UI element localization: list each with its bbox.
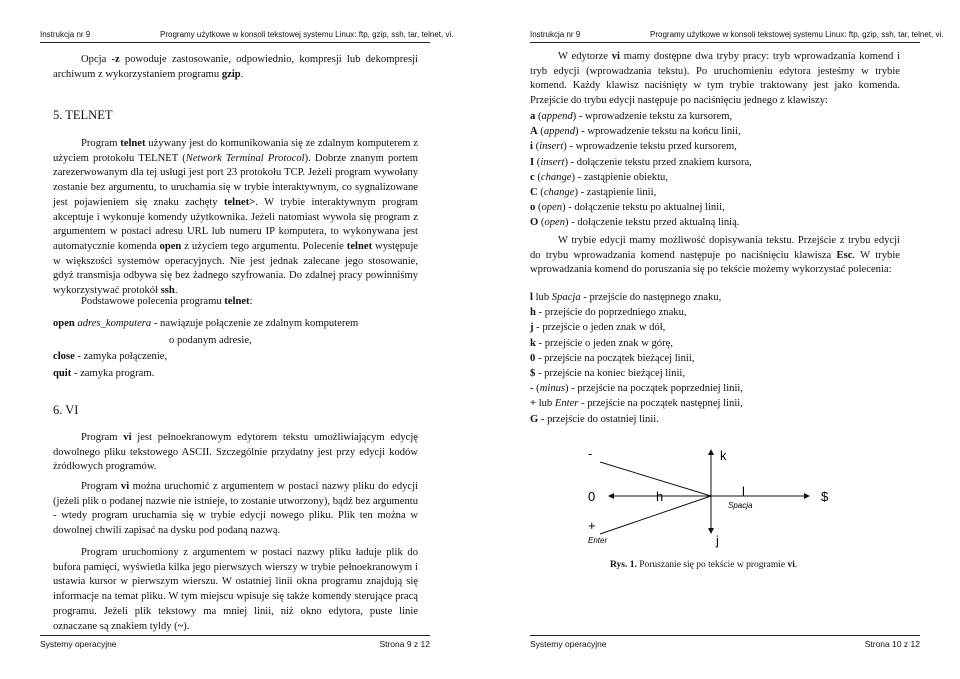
header-left: Instrukcja nr 9 (530, 30, 581, 39)
vi-paragraph-3: Program uruchomiony z argumentem w postaci nazwy pliku ładuje plik do bufora pamięci, wyświetla kilka jego pierwszych wierszy w trybie pełnoekranowym i ustawia kursor w pierwszym wierszu. W ostatniej linii okna programu znajdują się informacje na temat pliku. W tym miejscu wpisuje się także komendy sterujące pracą programu. Jeżeli plik tekstowy ma mniej linii, niż okno edytora, puste linie oznaczane są znakiem tyldy (~). (53, 547, 418, 632)
figure-caption: Rys. 1. Poruszanie się po tekście w programie vi. (610, 560, 798, 570)
move-keys-list (530, 290, 910, 427)
edit-key-item: I (insert) - dołączenie tekstu przed znakiem kursora, (530, 156, 752, 168)
label-enter: Enter (588, 536, 608, 545)
footer-page-number: Strona 10 z 12 (864, 639, 920, 649)
move-key-item: h - przejście do poprzedniego znaku, (530, 307, 687, 319)
move-key-item: k - przejście o jeden znak w górę, (530, 337, 673, 349)
footer-left: Systemy operacyjne (40, 639, 117, 649)
page-footer (40, 635, 430, 649)
move-key-item: - (minus) - przejście na początek poprzedniej linii, (530, 383, 743, 395)
vi-paragraph-1: Program vi jest pełnoekranowym edytorem tekstu umożliwiającym edycję dowolnego pliku tekstowego ASCII. Szczególnie przydatny jest przy edycji kodów źródłowych programów. (53, 432, 418, 473)
command-close: close - zamyka połączenie, (53, 351, 168, 362)
telnet-heading: 5. TELNET (53, 108, 113, 122)
move-key-item: G - przejście do ostatniej linii. (530, 413, 659, 425)
edit-key-item: c (change) - zastąpienie obiektu, (530, 171, 668, 183)
label-dollar: $ (821, 489, 829, 504)
move-key-item: + lub Enter - przejście na początek następnej linii, (530, 398, 743, 410)
footer-page-number: Strona 9 z 12 (379, 639, 430, 649)
footer-left: Systemy operacyjne (530, 639, 607, 649)
vi-paragraph-2: Program vi można uruchomić z argumentem w postaci nazwy pliku do edycji (jeżeli plik o podanej nazwie nie istnieje, to zostanie utworzony), bądź bez argumentu - wtedy program uruchamia się w trybie edycji nowego pliku. Plik ten można w dowolnej chwili zapisać na dysku pod podaną nazwą. (53, 481, 419, 537)
label-minus: - (588, 446, 593, 461)
header-right: Programy użytkowe w konsoli tekstowej systemu Linux: ftp, gzip, ssh, tar, telnet, vi. (160, 30, 454, 39)
label-j: j (716, 533, 719, 548)
command-open: open adres_komputera - nawiązuje połączenie ze zdalnym komputerem (53, 318, 359, 329)
label-h: h (656, 489, 664, 504)
label-zero: 0 (588, 489, 596, 504)
telnet-paragraph: Program telnet używany jest do komunikowania się ze zdalnym komputerem z użyciem protokołu TELNET (Network Terminal Protocol). Dobrze znanym portem zarezerwowanym dla tej usługi jest port 23 protokołu TCP. Jeżeli program wywołany zostanie bez argumentu, to uruchamia się w trybie interaktywnym, co sygnalizowane jest pojawieniem się znaku zachęty telnet>. W trybie interaktywnym program akceptuje i wykonuje komendy użytkownika. Jeżeli natomiast wywoła się program z argumentem w postaci adresu URL lub numeru IP komputera, to wykonywana jest automatycznie komenda open z użyciem tego argumentu. Polecenie telnet występuje w większości systemów operacyjnych. Nie jest jednak zalecane jego stosowanie, gdyż transmisja odbywa się bez żadnego szyfrowania. Do zdalnej pracy powinniśmy wykorzystywać protokół ssh. (53, 138, 419, 297)
edit-key-item: a (append) - wprowadzenie tekstu za kursorem, (530, 111, 733, 122)
esc-paragraph: W trybie edycji mamy możliwość dopisywania tekstu. Przejście z trybu edycji do trybu wprowadzania komend następuje po naciśnięciu klawisza Esc. W trybie wprowadzania komend do poruszania się po tekście możemy wykorzystać polecenia: (530, 235, 900, 276)
label-spacja: Spacja (728, 501, 753, 510)
header-left: Instrukcja nr 9 (40, 30, 91, 39)
edit-key-item: i (insert) - wprowadzenie tekstu przed kursorem, (530, 141, 737, 153)
command-open-continued: o podanym adresie, (169, 334, 252, 346)
telnet-commands-list (53, 316, 418, 382)
move-key-item: 0 - przejście na początek bieżącej linii, (530, 352, 695, 364)
right-page (490, 0, 960, 679)
label-l: l (742, 484, 745, 499)
edit-key-item: A (append) - wprowadzenie tekstu na końcu linii, (530, 126, 741, 138)
label-plus: + (588, 518, 596, 533)
page-footer (530, 635, 920, 649)
page-header (530, 30, 944, 43)
vi-heading: 6. VI (53, 403, 79, 417)
cursor-movement-diagram (580, 440, 860, 560)
move-key-item: j - przejście o jeden znak w dół, (530, 322, 666, 334)
gzip-paragraph: Opcja -z powoduje zastosowanie, odpowiednio, kompresji lub dekompresji archiwum z wykorzystaniem programu gzip. (53, 54, 418, 80)
move-key-item: $ - przejście na koniec bieżącej linii, (530, 367, 686, 379)
page-header (40, 30, 454, 43)
label-k: k (720, 448, 727, 463)
edit-key-item: C (change) - zastąpienie linii, (530, 186, 657, 198)
edit-key-item: o (open) - dołączenie tekstu po aktualnej linii, (530, 202, 725, 214)
edit-key-item: O (open) - dołączenie tekstu przed aktualną linią. (530, 217, 740, 229)
command-quit: quit - zamyka program. (53, 367, 155, 379)
vi-modes-paragraph: W edytorze vi mamy dostępne dwa tryby pracy: tryb wprowadzania komend i tryb edycji (wprowadzania tekstu). Po uruchomieniu edytora jesteśmy w trybie komend. Każdy klawisz naciśnięty w tym trybie traktowany jest jako komenda. Przejście do trybu edycji następuje po naciśnięciu jednego z klawiszy: (530, 51, 901, 107)
header-right: Programy użytkowe w konsoli tekstowej systemu Linux: ftp, gzip, ssh, tar, telnet, vi. (650, 30, 944, 39)
move-key-item: l lub Spacja - przejście do następnego znaku, (530, 292, 722, 303)
telnet-commands-intro: Podstawowe polecenia programu telnet: (81, 296, 253, 307)
edit-keys-list (530, 109, 910, 231)
left-page (0, 0, 470, 679)
